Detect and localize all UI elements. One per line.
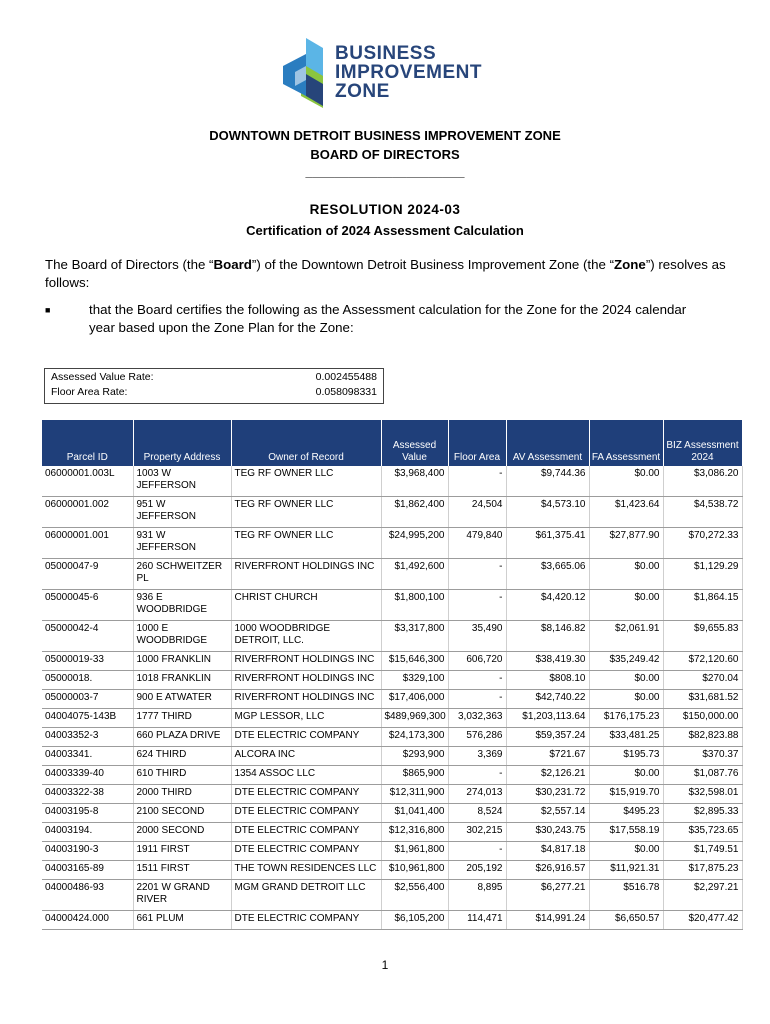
cell-property-address: 660 PLAZA DRIVE xyxy=(133,728,231,747)
cell-assessed-value: $293,900 xyxy=(381,747,448,766)
cell-biz-assessment: $1,864.15 xyxy=(663,590,742,621)
cell-property-address: 661 PLUM xyxy=(133,911,231,930)
intro-bold-zone: Zone xyxy=(614,257,646,272)
cell-floor-area: - xyxy=(448,690,506,709)
cell-biz-assessment: $82,823.88 xyxy=(663,728,742,747)
cell-floor-area: 479,840 xyxy=(448,528,506,559)
cell-parcel-id: 04003339-40 xyxy=(42,766,133,785)
cell-parcel-id: 04003165-89 xyxy=(42,861,133,880)
cell-property-address: 2000 THIRD xyxy=(133,785,231,804)
page-number: 1 xyxy=(381,958,389,972)
cell-fa-assessment: $0.00 xyxy=(589,590,663,621)
cell-biz-assessment: $9,655.83 xyxy=(663,621,742,652)
cell-assessed-value: $10,961,800 xyxy=(381,861,448,880)
cell-owner: DTE ELECTRIC COMPANY xyxy=(231,785,381,804)
header-property-address: Property Address xyxy=(133,420,231,466)
cell-fa-assessment: $195.73 xyxy=(589,747,663,766)
cell-parcel-id: 05000019-33 xyxy=(42,652,133,671)
cell-assessed-value: $24,173,300 xyxy=(381,728,448,747)
cell-assessed-value: $12,316,800 xyxy=(381,823,448,842)
rate-value: 0.058098331 xyxy=(315,386,377,398)
header-parcel-id: Parcel ID xyxy=(42,420,133,466)
intro-text-1: The Board of Directors (the “ xyxy=(45,257,214,272)
cell-property-address: 1003 W JEFFERSON xyxy=(133,466,231,497)
table-row xyxy=(42,528,742,559)
cell-property-address: 1018 FRANKLIN xyxy=(133,671,231,690)
cell-av-assessment: $4,817.18 xyxy=(506,842,589,861)
cell-biz-assessment: $32,598.01 xyxy=(663,785,742,804)
cell-av-assessment: $3,665.06 xyxy=(506,559,589,590)
cell-owner: TEG RF OWNER LLC xyxy=(231,497,381,528)
cell-floor-area: - xyxy=(448,559,506,590)
cell-av-assessment: $42,740.22 xyxy=(506,690,589,709)
cell-parcel-id: 06000001.002 xyxy=(42,497,133,528)
cell-fa-assessment: $6,650.57 xyxy=(589,911,663,930)
logo-line-2: IMPROVEMENT xyxy=(335,62,482,83)
cell-av-assessment: $4,420.12 xyxy=(506,590,589,621)
cell-av-assessment: $14,991.24 xyxy=(506,911,589,930)
logo-line-3: ZONE xyxy=(335,81,390,102)
cell-parcel-id: 04000424.000 xyxy=(42,911,133,930)
cell-parcel-id: 06000001.003L xyxy=(42,466,133,497)
cell-assessed-value: $329,100 xyxy=(381,671,448,690)
intro-text-2: ”) of the Downtown Detroit Business Improvement Zone (the “ xyxy=(251,257,615,272)
header-owner: Owner of Record xyxy=(231,420,381,466)
cell-parcel-id: 04003190-3 xyxy=(42,842,133,861)
cell-assessed-value: $1,961,800 xyxy=(381,842,448,861)
cell-owner: TEG RF OWNER LLC xyxy=(231,528,381,559)
cell-fa-assessment: $516.78 xyxy=(589,880,663,911)
cell-fa-assessment: $17,558.19 xyxy=(589,823,663,842)
cell-biz-assessment: $150,000.00 xyxy=(663,709,742,728)
cell-assessed-value: $12,311,900 xyxy=(381,785,448,804)
cell-parcel-id: 04003341. xyxy=(42,747,133,766)
cell-biz-assessment: $1,129.29 xyxy=(663,559,742,590)
cell-assessed-value: $3,968,400 xyxy=(381,466,448,497)
cell-biz-assessment: $70,272.33 xyxy=(663,528,742,559)
cell-fa-assessment: $33,481.25 xyxy=(589,728,663,747)
table-row xyxy=(42,861,742,880)
cell-fa-assessment: $11,921.31 xyxy=(589,861,663,880)
header-av-assessment: AV Assessment xyxy=(506,420,589,466)
cell-floor-area: 274,013 xyxy=(448,785,506,804)
table-row xyxy=(42,690,742,709)
cell-biz-assessment: $20,477.42 xyxy=(663,911,742,930)
cell-av-assessment: $4,573.10 xyxy=(506,497,589,528)
cell-property-address: 260 SCHWEITZER PL xyxy=(133,559,231,590)
cell-av-assessment: $6,277.21 xyxy=(506,880,589,911)
cell-assessed-value: $1,492,600 xyxy=(381,559,448,590)
cell-av-assessment: $808.10 xyxy=(506,671,589,690)
cell-assessed-value: $15,646,300 xyxy=(381,652,448,671)
cell-fa-assessment: $27,877.90 xyxy=(589,528,663,559)
cell-owner: TEG RF OWNER LLC xyxy=(231,466,381,497)
cell-floor-area: 205,192 xyxy=(448,861,506,880)
table-row xyxy=(42,652,742,671)
cell-floor-area: 302,215 xyxy=(448,823,506,842)
table-row xyxy=(42,785,742,804)
cell-assessed-value: $3,317,800 xyxy=(381,621,448,652)
cell-owner: DTE ELECTRIC COMPANY xyxy=(231,728,381,747)
intro-paragraph xyxy=(45,256,735,292)
cell-av-assessment: $59,357.24 xyxy=(506,728,589,747)
cell-av-assessment: $38,419.30 xyxy=(506,652,589,671)
cell-biz-assessment: $35,723.65 xyxy=(663,823,742,842)
cell-floor-area: - xyxy=(448,466,506,497)
cell-property-address: 931 W JEFFERSON xyxy=(133,528,231,559)
cell-property-address: 1777 THIRD xyxy=(133,709,231,728)
cell-assessed-value: $865,900 xyxy=(381,766,448,785)
table-header-row xyxy=(42,420,742,466)
cell-biz-assessment: $1,749.51 xyxy=(663,842,742,861)
cell-fa-assessment: $495.23 xyxy=(589,804,663,823)
board-heading: BOARD OF DIRECTORS xyxy=(310,147,460,162)
cell-biz-assessment: $270.04 xyxy=(663,671,742,690)
logo-line-1: BUSINESS xyxy=(335,43,437,64)
cell-owner: MGM GRAND DETROIT LLC xyxy=(231,880,381,911)
org-heading: DOWNTOWN DETROIT BUSINESS IMPROVEMENT ZONE xyxy=(209,128,561,143)
rates-box xyxy=(44,368,384,404)
intro-bold-board: Board xyxy=(213,257,252,272)
cell-floor-area: - xyxy=(448,671,506,690)
cell-av-assessment: $30,243.75 xyxy=(506,823,589,842)
cell-av-assessment: $2,557.14 xyxy=(506,804,589,823)
cell-parcel-id: 04003195-8 xyxy=(42,804,133,823)
cell-fa-assessment: $35,249.42 xyxy=(589,652,663,671)
cell-av-assessment: $2,126.21 xyxy=(506,766,589,785)
cell-parcel-id: 05000045-6 xyxy=(42,590,133,621)
table-row xyxy=(42,747,742,766)
resolution-title: RESOLUTION 2024-03 xyxy=(309,202,461,217)
table-row xyxy=(42,497,742,528)
cell-floor-area: 8,895 xyxy=(448,880,506,911)
cell-property-address: 610 THIRD xyxy=(133,766,231,785)
table-row xyxy=(42,559,742,590)
cell-fa-assessment: $0.00 xyxy=(589,690,663,709)
cell-av-assessment: $1,203,113.64 xyxy=(506,709,589,728)
cell-biz-assessment: $2,297.21 xyxy=(663,880,742,911)
cell-floor-area: 3,369 xyxy=(448,747,506,766)
cell-owner: RIVERFRONT HOLDINGS INC xyxy=(231,559,381,590)
table-row xyxy=(42,728,742,747)
rate-value: 0.002455488 xyxy=(315,371,377,383)
cell-owner: MGP LESSOR, LLC xyxy=(231,709,381,728)
rate-label: Floor Area Rate: xyxy=(51,386,128,398)
cell-floor-area: 24,504 xyxy=(448,497,506,528)
cell-biz-assessment: $31,681.52 xyxy=(663,690,742,709)
header-floor-area: Floor Area xyxy=(448,420,506,466)
header-fa-assessment: FA Assessment xyxy=(589,420,663,466)
cell-parcel-id: 04003194. xyxy=(42,823,133,842)
table-row xyxy=(42,621,742,652)
header-assessed-value: Assessed Value xyxy=(381,420,448,466)
intro-text-3: ”) resolves as follows: xyxy=(45,257,726,290)
cell-biz-assessment: $3,086.20 xyxy=(663,466,742,497)
cell-floor-area: 606,720 xyxy=(448,652,506,671)
cell-fa-assessment: $0.00 xyxy=(589,766,663,785)
cell-biz-assessment: $4,538.72 xyxy=(663,497,742,528)
table-row xyxy=(42,671,742,690)
logo-wordmark xyxy=(335,44,482,101)
cell-parcel-id: 05000003-7 xyxy=(42,690,133,709)
cell-property-address: 1511 FIRST xyxy=(133,861,231,880)
table-body xyxy=(42,466,742,930)
cell-parcel-id: 04003352-3 xyxy=(42,728,133,747)
cell-av-assessment: $61,375.41 xyxy=(506,528,589,559)
cell-owner: THE TOWN RESIDENCES LLC xyxy=(231,861,381,880)
cell-biz-assessment: $370.37 xyxy=(663,747,742,766)
table-row xyxy=(42,466,742,497)
table-row xyxy=(42,709,742,728)
cell-property-address: 624 THIRD xyxy=(133,747,231,766)
cell-fa-assessment: $1,423.64 xyxy=(589,497,663,528)
cell-floor-area: - xyxy=(448,590,506,621)
cell-assessed-value: $1,800,100 xyxy=(381,590,448,621)
cell-assessed-value: $1,041,400 xyxy=(381,804,448,823)
cell-property-address: 1000 E WOODBRIDGE xyxy=(133,621,231,652)
cell-floor-area: - xyxy=(448,842,506,861)
cell-assessed-value: $6,105,200 xyxy=(381,911,448,930)
cell-owner: DTE ELECTRIC COMPANY xyxy=(231,804,381,823)
cell-assessed-value: $24,995,200 xyxy=(381,528,448,559)
header-biz-assessment: BIZ Assessment 2024 xyxy=(663,420,742,466)
cell-av-assessment: $30,231.72 xyxy=(506,785,589,804)
cell-fa-assessment: $15,919.70 xyxy=(589,785,663,804)
cell-parcel-id: 04003322-38 xyxy=(42,785,133,804)
table-row xyxy=(42,880,742,911)
cell-av-assessment: $721.67 xyxy=(506,747,589,766)
cell-assessed-value: $2,556,400 xyxy=(381,880,448,911)
cell-assessed-value: $1,862,400 xyxy=(381,497,448,528)
cell-floor-area: 3,032,363 xyxy=(448,709,506,728)
cell-assessed-value: $489,969,300 xyxy=(381,709,448,728)
cell-property-address: 1000 FRANKLIN xyxy=(133,652,231,671)
cell-property-address: 2201 W GRAND RIVER xyxy=(133,880,231,911)
cell-property-address: 951 W JEFFERSON xyxy=(133,497,231,528)
cell-fa-assessment: $2,061.91 xyxy=(589,621,663,652)
cell-floor-area: 576,286 xyxy=(448,728,506,747)
cell-av-assessment: $9,744.36 xyxy=(506,466,589,497)
cell-owner: DTE ELECTRIC COMPANY xyxy=(231,823,381,842)
cell-biz-assessment: $2,895.33 xyxy=(663,804,742,823)
bullet-mark: ■ xyxy=(45,305,51,315)
cell-owner: CHRIST CHURCH xyxy=(231,590,381,621)
cell-floor-area: 114,471 xyxy=(448,911,506,930)
cell-owner: RIVERFRONT HOLDINGS INC xyxy=(231,690,381,709)
table-row xyxy=(42,842,742,861)
cell-fa-assessment: $0.00 xyxy=(589,466,663,497)
cell-owner: 1354 ASSOC LLC xyxy=(231,766,381,785)
cell-fa-assessment: $0.00 xyxy=(589,671,663,690)
heading-rule: ______________________ xyxy=(305,164,465,179)
cell-biz-assessment: $1,087.76 xyxy=(663,766,742,785)
cell-fa-assessment: $176,175.23 xyxy=(589,709,663,728)
table-row xyxy=(42,766,742,785)
cell-owner: DTE ELECTRIC COMPANY xyxy=(231,911,381,930)
cell-fa-assessment: $0.00 xyxy=(589,842,663,861)
cell-fa-assessment: $0.00 xyxy=(589,559,663,590)
cell-floor-area: 8,524 xyxy=(448,804,506,823)
cell-parcel-id: 04000486-93 xyxy=(42,880,133,911)
resolution-subtitle: Certification of 2024 Assessment Calculation xyxy=(246,223,524,238)
cell-parcel-id: 05000018. xyxy=(42,671,133,690)
cell-parcel-id: 04004075-143B xyxy=(42,709,133,728)
table-row xyxy=(42,823,742,842)
cell-owner: 1000 WOODBRIDGE DETROIT, LLC. xyxy=(231,621,381,652)
cell-parcel-id: 06000001.001 xyxy=(42,528,133,559)
cell-biz-assessment: $72,120.60 xyxy=(663,652,742,671)
cell-floor-area: - xyxy=(448,766,506,785)
table-row xyxy=(42,804,742,823)
cell-parcel-id: 05000042-4 xyxy=(42,621,133,652)
cell-av-assessment: $26,916.57 xyxy=(506,861,589,880)
cell-av-assessment: $8,146.82 xyxy=(506,621,589,652)
cell-biz-assessment: $17,875.23 xyxy=(663,861,742,880)
rate-row xyxy=(51,371,377,386)
cell-owner: RIVERFRONT HOLDINGS INC xyxy=(231,652,381,671)
table-row xyxy=(42,911,742,930)
cell-assessed-value: $17,406,000 xyxy=(381,690,448,709)
rate-label: Assessed Value Rate: xyxy=(51,371,154,383)
cell-owner: DTE ELECTRIC COMPANY xyxy=(231,842,381,861)
cell-owner: RIVERFRONT HOLDINGS INC xyxy=(231,671,381,690)
cell-property-address: 1911 FIRST xyxy=(133,842,231,861)
table-row xyxy=(42,590,742,621)
bullet-text: that the Board certifies the following as the Assessment calculation for the Zone for the 2024 calendar year based upon the Zone Plan for the Zone: xyxy=(89,302,687,335)
cell-floor-area: 35,490 xyxy=(448,621,506,652)
cell-owner: ALCORA INC xyxy=(231,747,381,766)
cell-parcel-id: 05000047-9 xyxy=(42,559,133,590)
cell-property-address: 2100 SECOND xyxy=(133,804,231,823)
cell-property-address: 900 E ATWATER xyxy=(133,690,231,709)
cell-property-address: 2000 SECOND xyxy=(133,823,231,842)
cell-property-address: 936 E WOODBRIDGE xyxy=(133,590,231,621)
assessment-table xyxy=(42,420,743,930)
rate-row xyxy=(51,386,377,401)
